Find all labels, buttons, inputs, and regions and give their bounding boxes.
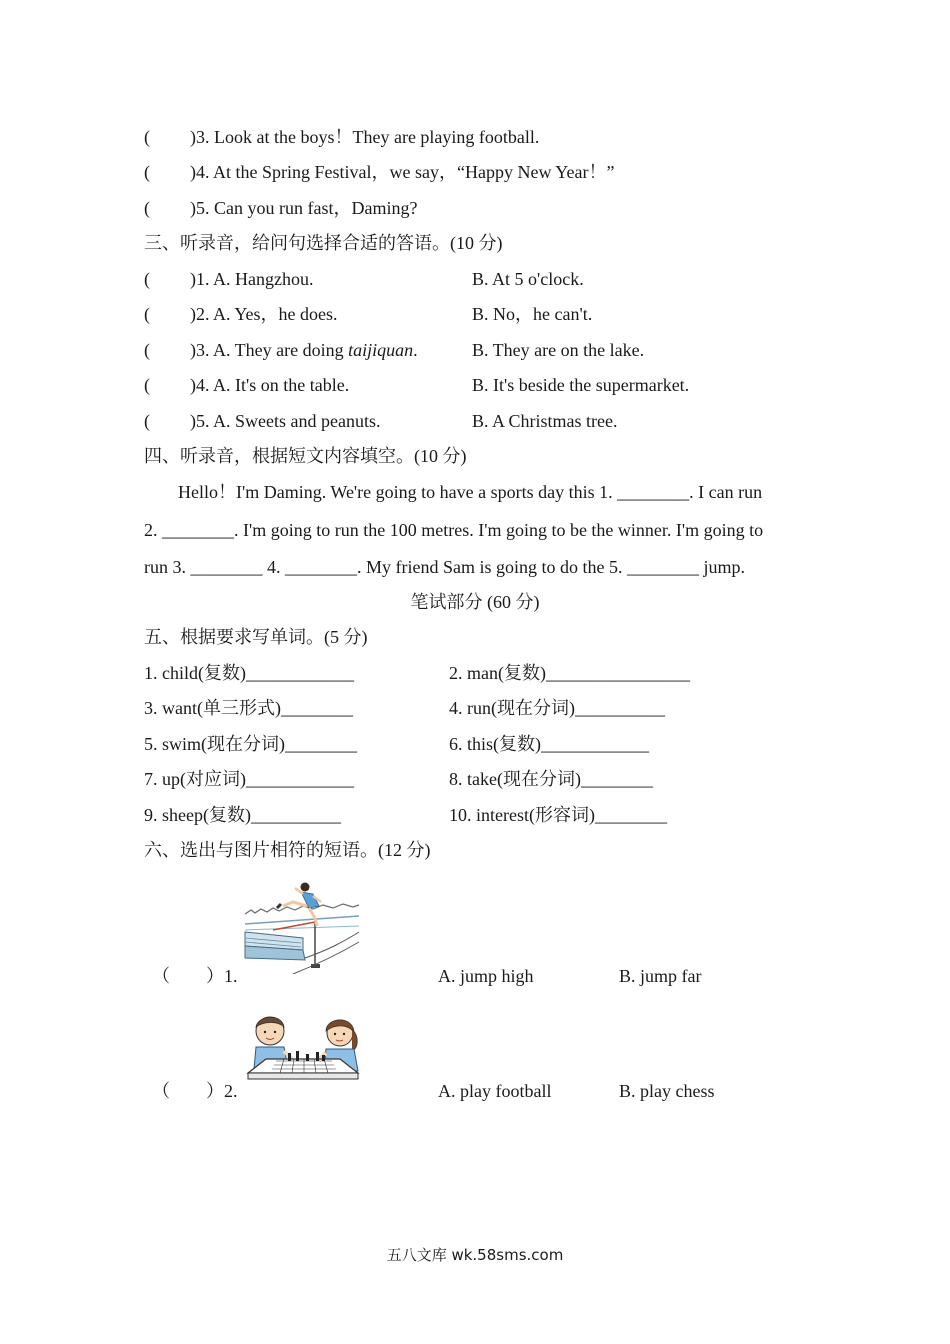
question-line: ( )5. Can you run fast，Daming? xyxy=(144,198,418,218)
option-b: B. They are on the lake. xyxy=(472,340,645,360)
option-b: B. jump far xyxy=(619,966,702,986)
word-item: 6. this(复数)____________ xyxy=(449,734,649,754)
question-line: ( )3. A. They are doing taijiquan. xyxy=(144,340,418,360)
question-line: ( )3. Look at the boys！They are playing football. xyxy=(144,127,540,147)
option-b: B. It's beside the supermarket. xyxy=(472,375,690,395)
question-line: ( )1. A. Hangzhou. xyxy=(144,269,314,289)
written-part-title: 笔试部分 (60 分) xyxy=(410,592,540,612)
section-heading: 四、听录音，根据短文内容填空。(10 分) xyxy=(144,446,467,466)
option-a: A. jump high xyxy=(438,966,534,986)
section-heading: 三、听录音，给问句选择合适的答语。(10 分) xyxy=(144,233,503,253)
question-line: ( )2. A. Yes，he does. xyxy=(144,304,338,324)
word-item: 3. want(单三形式)________ xyxy=(144,698,353,718)
option-b: B. No，he can't. xyxy=(472,304,593,324)
footer-watermark: 五八文库 wk.58sms.com xyxy=(386,1246,564,1264)
question-line: ( )4. A. It's on the table. xyxy=(144,375,350,395)
word-item: 7. up(对应词)____________ xyxy=(144,769,354,789)
option-b: B. At 5 o'clock. xyxy=(472,269,584,289)
question-line: ( )4. At the Spring Festival，we say，“Happy New Year！” xyxy=(144,162,615,182)
picture-question-number: （ ）2. xyxy=(152,1081,238,1101)
word-item: 9. sheep(复数)__________ xyxy=(144,805,341,825)
word-item: 1. child(复数)____________ xyxy=(144,663,354,683)
chess-players-icon xyxy=(244,1011,362,1087)
question-line: ( )5. A. Sweets and peanuts. xyxy=(144,411,381,431)
high-jump-icon xyxy=(243,880,361,974)
passage-line: run 3. ________ 4. ________. My friend Sam is going to do the 5. ________ jump. xyxy=(144,557,745,577)
word-item: 2. man(复数)________________ xyxy=(449,663,690,683)
word-item: 10. interest(形容词)________ xyxy=(449,805,667,825)
section-heading: 五、根据要求写单词。(5 分) xyxy=(144,627,368,647)
word-item: 8. take(现在分词)________ xyxy=(449,769,653,789)
option-b: B. A Christmas tree. xyxy=(472,411,618,431)
word-item: 5. swim(现在分词)________ xyxy=(144,734,357,754)
picture-question-number: （ ）1. xyxy=(152,966,238,986)
option-a: A. play football xyxy=(438,1081,552,1101)
option-b: B. play chess xyxy=(619,1081,715,1101)
passage-line: 2. ________. I'm going to run the 100 metres. I'm going to be the winner. I'm going to xyxy=(144,520,764,540)
section-heading: 六、选出与图片相符的短语。(12 分) xyxy=(144,840,431,860)
passage-line: Hello！I'm Daming. We're going to have a sports day this 1. ________. I can run xyxy=(178,482,763,502)
word-item: 4. run(现在分词)__________ xyxy=(449,698,665,718)
